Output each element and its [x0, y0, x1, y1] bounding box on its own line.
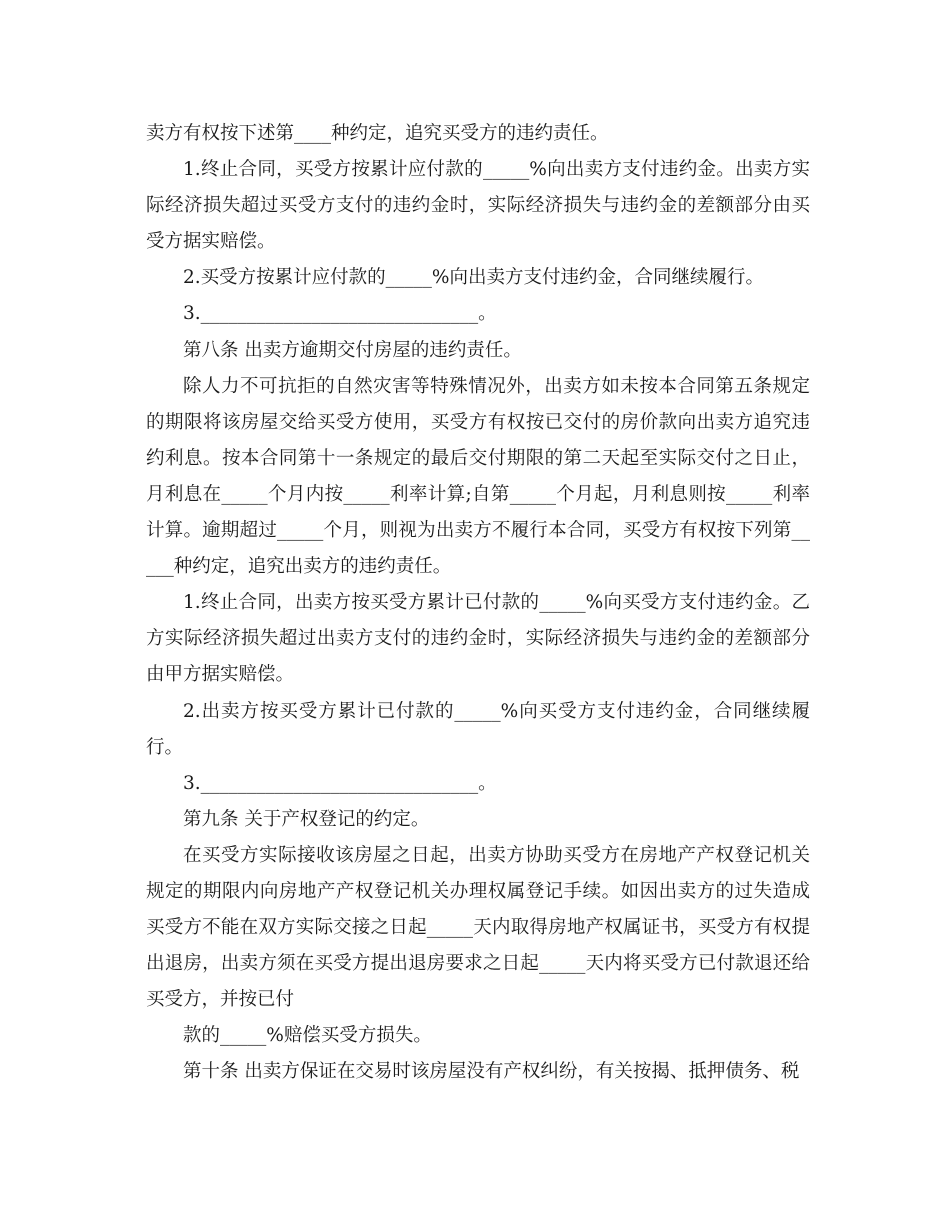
paragraph-article-8-clause-3: 3.______________________________。	[183, 772, 497, 794]
paragraph-article-8-clause-1: 1.终止合同，出卖方按买受方累计已付款的_____%向买受方支付违约金。乙方实际经济损失超过出卖方支付的违约金时，实际经济损失与违约金的差额部分由甲方据实赔偿。	[146, 592, 810, 686]
paragraph-clause-3-blank: 3.______________________________。	[183, 303, 497, 325]
paragraph-article-9-body: 在买受方实际接收该房屋之日起，出卖方协助买受方在房地产产权登记机关规定的期限内向房地产产权登记机关办理权属登记手续。如因出卖方的过失造成买受方不能在双方实际交接之日起_____天内取得房地产权属证书，买受方有权提出退房，出卖方须在买受方提出退房要求之日起_____天内将买受方已付款退还给买受方，并按已付	[146, 844, 810, 1011]
heading-article-8: 第八条 出卖方逾期交付房屋的违约责任。	[183, 339, 522, 361]
paragraph-buyer-liability-intro: 卖方有权按下述第____种约定，追究买受方的违约责任。	[146, 123, 609, 144]
paragraph-clause-1-terminate: 1.终止合同，买受方按累计应付款的_____%向出卖方支付违约金。出卖方实际经济损失超过买受方支付的违约金时，实际经济损失与违约金的差额部分由买受方据实赔偿。	[146, 159, 810, 253]
document-body	[146, 116, 810, 1091]
paragraph-article-8-clause-2: 2.出卖方按买受方累计已付款的_____%向买受方支付违约金，合同继续履行。	[146, 700, 810, 758]
paragraph-article-8-body: 除人力不可抗拒的自然灾害等特殊情况外，出卖方如未按本合同第五条规定的期限将该房屋交给买受方使用，买受方有权按已交付的房价款向出卖方追究违约利息。按本合同第十一条规定的最后交付期限的第二天起至实际交付之日止，月利息在_____个月内按_____利率计算;自第_____个月起，月利息则按_____利率计算。逾期超过_____个月，则视为出卖方不履行本合同，买受方有权按下列第_____种约定，追究出卖方的违约责任。	[146, 375, 810, 578]
heading-article-10: 第十条 出卖方保证在交易时该房屋没有产权纠纷，有关按揭、抵押债务、税	[183, 1061, 800, 1083]
paragraph-article-9-compensation: 款的_____%赔偿买受方损失。	[183, 1025, 432, 1047]
heading-article-9: 第九条 关于产权登记的约定。	[183, 808, 430, 830]
paragraph-clause-2-continue: 2.买受方按累计应付款的_____%向出卖方支付违约金，合同继续履行。	[183, 267, 764, 289]
